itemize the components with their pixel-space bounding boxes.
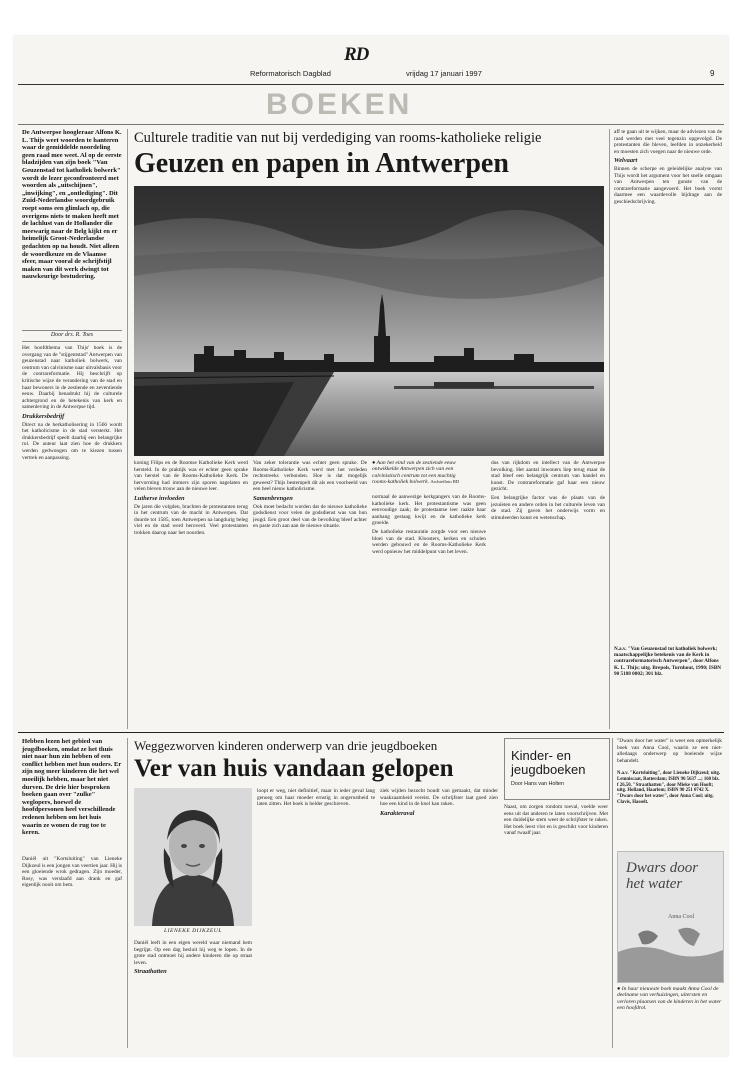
article2-col4	[380, 788, 498, 1046]
article1-col5	[491, 460, 605, 725]
article1-subhead-welvaart: Welvaart	[614, 157, 638, 165]
antwerp-skyline-photo	[134, 186, 604, 456]
sidebar-byline: Door Hans van Holten	[511, 781, 565, 787]
byline-rule-bottom	[22, 341, 122, 342]
issue-date: vrijdag 17 januari 1997	[406, 69, 482, 78]
caption-text: ● Aan het eind van de zestiende eeuw ontwikkelde Antwerpen zich van een calvinistisch centrum tot een machtig rooms-katholiek bolwerk.	[372, 460, 456, 486]
article1-kicker: Culturele traditie van nut bij verdediging van rooms-katholieke religie	[134, 130, 542, 146]
book-caption: ● In haar nieuwste boek maakt Anna Cool de deelname van verhuizingen, uitersten en verloren plaatsen van de kinderen in het water een hoofdrol.	[617, 986, 722, 1012]
article1-col4b-text: De katholieke restauratie zorgde voor een nieuwe bloei van de stad. Kloosters, kerken en scholen werden gebouwd en de Rooms-Katholieke Kerk werd opnieuw het middelpunt van het leven.	[372, 528, 486, 555]
article1-lede-column	[22, 129, 122, 281]
masthead-rule	[18, 84, 724, 85]
author-portrait	[134, 788, 252, 926]
book-cover-author: Anna Cool	[668, 914, 695, 920]
article2-divider-right	[612, 738, 613, 1048]
article2-headline: Ver van huis vandaan gelopen	[134, 755, 454, 782]
article1-book-info: N.a.v. "Van Geuzenstad tot katholiek bolwerk; maatschappelijke betekenis van de Kerk in contrareformatorisch Antwerpen", door Alfons K. L. Thijs; uitg. Brepols, Turnhout, 1990; ISBN 90 5188 0002; 301 blz.	[614, 646, 722, 677]
sidebar-title: Kinder- en jeugdboeken	[511, 748, 586, 777]
sidebar-body-text: Naast, om zorgen rondom toeval, voelde weer eens uit dat anderen te laten voorschrijven. Met een duidelijke stem weet de schrijfster te raken. Het boek leest vlot en is geschikt voor kinderen vanaf twaalf jaar.	[504, 804, 608, 837]
article1-col3	[253, 460, 367, 725]
article2-subhead-straathatten: Straathatten	[134, 968, 167, 976]
newspaper-page	[14, 36, 728, 1056]
article1-col2-text: koning Filips en de Roomse Katholieke Kerk werd hersteld. In de praktijk was er echter geen sprake van herstel van de Rooms-Katholieke Kerk. De hervorming had immers zijn sporen nagelaten en velen bleven trouw aan de nieuwe leer.	[134, 460, 248, 493]
article2-lede: Hebben lezen het gebied van jeugdboeken, omdat ze het thuis niet naar hun zin hebben of een conflict hebben met hun ouders. Er zijn nog meer kinderen die het wel moeilijk hebben, maar het niet durven. De drie hier besproken boeken gaan over "zulke" weglopers, hoewel de hoofdpersonen heel verschillende redenen hebben om het huis waarin ze wonen de rug toe te keren.	[22, 738, 122, 837]
article1-col6-text: aff te gaan uit te wijken, maar de adviezen van de raad werden met veel tegenzin opgevolgd. De protestanten die bleven, leefden in onzekerheid en moesten zich voegen naar de nieuwe orde.	[614, 129, 722, 155]
article2-col1	[22, 856, 122, 1046]
section-title: BOEKEN	[266, 88, 413, 121]
book-cover-illustration	[618, 922, 723, 982]
article2-book-info: N.a.v. "Kortsluiting", door Lieneke Dijkzeul; uitg. Lemniscaat, Rotterdam; ISBN 90 5637 ...; 160 blz. f 26,50. "Straathatten", door Mieke van Hooft; uitg. Holland, Haarlem; ISBN 90 251 0742 X. "Dwars door het water", door Anna Cool; uitg. Clavis, Hasselt.	[617, 771, 721, 805]
article-separator	[18, 732, 724, 733]
article1-byline: Door drs. R. Toes	[50, 332, 94, 338]
book-cover-title: Dwars door het water	[626, 860, 699, 892]
article2-col1-text: Daniël uit "Kortsluiting" van Lieneke Dijkzeul is een jongen van veertien jaar. Hij is een gloeiende wrok gedragen. Zijn moeder, Rosy, was verslaafd aan drank en gaf eigenlijk nooit om hem.	[22, 856, 122, 889]
article1-col2b-text: De jaren die volgden, brachten de protestanten terug in het centrum van de macht in Antwerpen. Dat duurde tot 1585, toen Antwerpen na langdurig beleg viel en de stad werd heroverd. Veel protestanten trokken daarop naar het noorden.	[134, 503, 248, 536]
byline-rule-top	[22, 330, 122, 331]
sidebar-box	[504, 738, 610, 800]
article2-kicker: Weggezworven kinderen onderwerp van drie jeugdboeken	[134, 738, 438, 753]
article1-col2	[134, 460, 248, 725]
article1-photo	[134, 186, 604, 456]
page-number: 9	[710, 69, 715, 78]
article1-photo-caption	[372, 460, 472, 486]
article1-col6	[614, 129, 722, 639]
article2-col3	[257, 788, 375, 1046]
article1-col5-text: dus van rijkdom en intellect van de Antwerpse bevolking. Het aantal inwoners liep terug maar de stad bleef een belangrijk centrum van handel en kunst. De contrareformatie gaf haar een nieuw gezicht.	[491, 460, 605, 493]
article2-col2-text: Daniël leeft in een eigen wereld waar niemand hem begrijpt. Op een dag besluit hij weg te lopen. In de grote stad ontmoet hij andere kinderen die op straat leven.	[134, 940, 252, 966]
article1-col1	[22, 345, 122, 735]
article1-subhead-drukkers: Drukkersbedrijf	[22, 412, 65, 420]
paper-name: Reformatorisch Dagblad	[250, 69, 331, 78]
article1-col1-text: Het hoofdthema van Thijs' boek is de overgang van de "stijgentstad" Antwerpen van geuzenstad naar katholiek bolwerk, van centrum van calvinisme naar uitvalsbasis voor de contrareformatie. Hij beschrijft op kritische wijze de verandering van de stad en haar bewoners in de zestiende en zeventiende eeuw. Daarbij benadrukt hij de culturele achtergrond en de betekenis van kerk en samenleving in de Antwerpse tijd.	[22, 345, 122, 411]
article2-col2	[134, 940, 252, 1046]
article2-lede-column	[22, 738, 122, 837]
article2-col3-text: loopt er weg, niet definitief, maar in ieder geval lang genoeg om haar moeder ernstig in ongerustheid te laten zitten. Het boek is helder geschreven.	[257, 788, 375, 808]
article2-subhead-karakteraval: Karakteraval	[380, 809, 415, 817]
article2-col4-text: ziek wijden bezocht houdt van gemaakt, dat minder waakzaamheid vereist. De schrijfster laat goed zien hoe een kind in de knel kan raken.	[380, 788, 498, 808]
article1-headline: Geuzen en papen in Antwerpen	[134, 148, 509, 179]
portrait-photo	[134, 788, 252, 926]
article1-col3-text: Van zeker tolerantie was echter geen sprake. De Rooms-Katholieke Kerk werd met het verleden rechtstreeks verbonden. Hoe is dat mogelijk geweest? Thijs bestempelt dit als een voorbeeld van een heel nieuw katholicisme.	[253, 460, 367, 493]
column-divider-right	[609, 129, 610, 729]
sidebar-body	[504, 804, 608, 1046]
article1-col5b-text: Een belangrijke factor was de plaats van de jezuïeten en andere orden in het culturele leven van de stad. Zij gaven het onderwijs vorm en stimuleerden kunst en wetenschap.	[491, 494, 605, 521]
article1-col6b-text: Binnen de scherpe en geleidelijke analyse van Thijs wordt het argument voor het snelle omgaan van Antwerpen ten gunste van de contrareformatie aangevoerd. Het boek vormt daarmee een waardevolle bijdrage aan de geschiedschrijving.	[614, 165, 722, 205]
book-side-note	[617, 738, 722, 766]
photo-credit: Archieffoto RD	[430, 479, 460, 485]
article1-col3b-text: Ook moet bedacht worden dat de nieuwe katholieke godsdienst voor velen de godsdienst was van hun jeugd. Een groot deel van de bevolking bleef achter en paste zich aan aan de nieuwe situatie.	[253, 503, 367, 530]
masthead	[14, 42, 728, 82]
book-cover	[617, 851, 724, 983]
section-rule	[18, 124, 724, 125]
article1-subhead-samenbrengen: Samenbrengen	[253, 494, 293, 502]
article1-col4	[372, 494, 486, 725]
portrait-caption: LIENEKE DIJKZEUL	[164, 928, 222, 934]
article1-subhead-lutherse: Lutherse invloeden	[134, 494, 185, 502]
article1-col1b-text: Direct na de herkatholisering in 1566 wordt het katholicisme in de stad versterkt. Het drukkersbedrijf speelt daarbij een belangrijke rol. De auteur laat zien hoe de drukkers werden gedwongen om te kiezen tussen vertrek en aanpassing.	[22, 421, 122, 461]
article1-col4-text: normaal de aanwezige kerkgangers van de Rooms-katholieke kerk. Het protestantisme was geen eenvoudige zaak; de protestantse leer raakte haar aanhang gestaag kwijt en de katholieke kerk groeide.	[372, 494, 486, 527]
article1-lede: De Antwerpse hoogleraar Alfons K. L. Thijs weet woorden te hanteren waar de gemiddelde noordeling geen raad mee weet. Al op de eerste bladzijden van zijn boek "Van Geuzenstad tot katholiek bolwerk" wordt de lezer geconfronteerd met woorden als „uitschijnen", „inwijking", en „ontlediging". Dit Zuid-Nederlandse woordgebruik roept soms een glimlach op, die overigens niets te maken heeft met de lachlust van de Hollander die meewarig naar de Belg kijkt en er heimelijk Groot-Nederlandse gedachten op na houdt. Niet alleen de woordkeuze en de Vlaamse sfeer, maar vooral de schrijfstijl maken van dit werk dwingt tot nauwkeurige bestudering.	[22, 129, 122, 281]
column-divider	[127, 129, 128, 729]
logo: RD	[344, 44, 369, 65]
book-side-note-text: "Dwars door het water" is weer een opmerkelijk boek van Anna Cool, waarin ze een niet-alledaags onderwerp op boeiende wijze behandelt.	[617, 738, 722, 764]
article2-divider	[127, 738, 128, 1048]
